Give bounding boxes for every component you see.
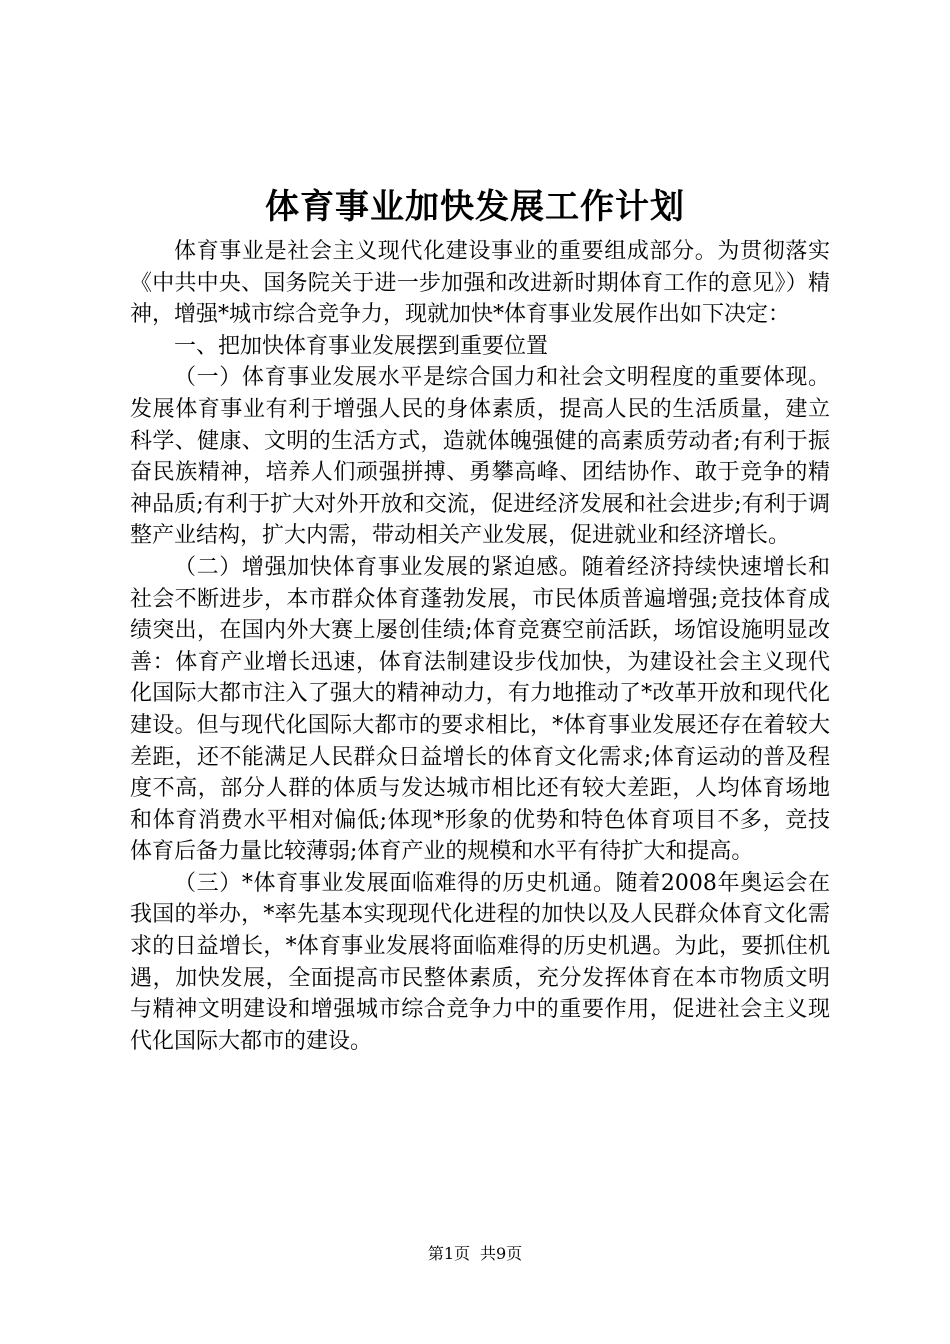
page-total: 共9页: [480, 1244, 523, 1263]
intro-paragraph: 体育事业是社会主义现代化建设事业的重要组成部分。为贯彻落实《中共中央、国务院关于进一步加强和改进新时期体育工作的意见》）精神，增强*城市综合竞争力，现就加快*体育事业发展作出如下决定：: [130, 239, 830, 328]
document-body: [130, 236, 830, 1057]
paragraph-item-2: （二）增强加快体育事业发展的紧迫感。随着经济持续快速增长和社会不断进步，本市群众体育蓬勃发展，市民体质普遍增强;竞技体育成绩突出，在国内外大赛上屡创佳绩;体育竞赛空前活跃，场馆设施明显改善：体育产业增长迅速，体育法制建设步伐加快，为建设社会主义现代化国际大都市注入了强大的精神动力，有力地推动了*改革开放和现代化建设。但与现代化国际大都市的要求相比，*体育事业发展还存在着较大差距，还不能满足人民群众日益增长的体育文化需求;体育运动的普及程度不高，部分人群的体质与发达城市相比还有较大差距，人均体育场地和体育消费水平相对偏低;体现*形象的优势和特色体育项目不多，竞技体育后备力量比较薄弱;体育产业的规模和水平有待扩大和提高。: [130, 554, 830, 865]
paragraph-item-1: （一）体育事业发展水平是综合国力和社会文明程度的重要体现。发展体育事业有利于增强人民的身体素质，提高人民的生活质量，建立科学、健康、文明的生活方式，造就体魄强健的高素质劳动者;有利于振奋民族精神，培养人们顽强拼搏、勇攀高峰、团结协作、敢于竞争的精神品质;有利于扩大对外开放和交流，促进经济发展和社会进步;有利于调整产业结构，扩大内需，带动相关产业发展，促进就业和经济增长。: [130, 365, 830, 549]
page-title: 体育事业加快发展工作计划: [265, 187, 685, 227]
page-footer: [0, 1243, 950, 1265]
page-number: 第1页: [427, 1244, 470, 1263]
section-heading-1: 一、把加快体育事业发展摆到重要位置: [174, 333, 549, 359]
paragraph-item-3: （三）*体育事业发展面临难得的历史机通。随着2008年奥运会在我国的举办，*率先基本实现现代化进程的加快以及人民群众体育文化需求的日益增长，*体育事业发展将面临难得的历史机遇。为此，要抓住机遇，加快发展，全面提高市民整体素质，充分发挥体育在本市物质文明与精神文明建设和增强城市综合竞争力中的重要作用，促进社会主义现代化国际大都市的建设。: [130, 870, 830, 1054]
